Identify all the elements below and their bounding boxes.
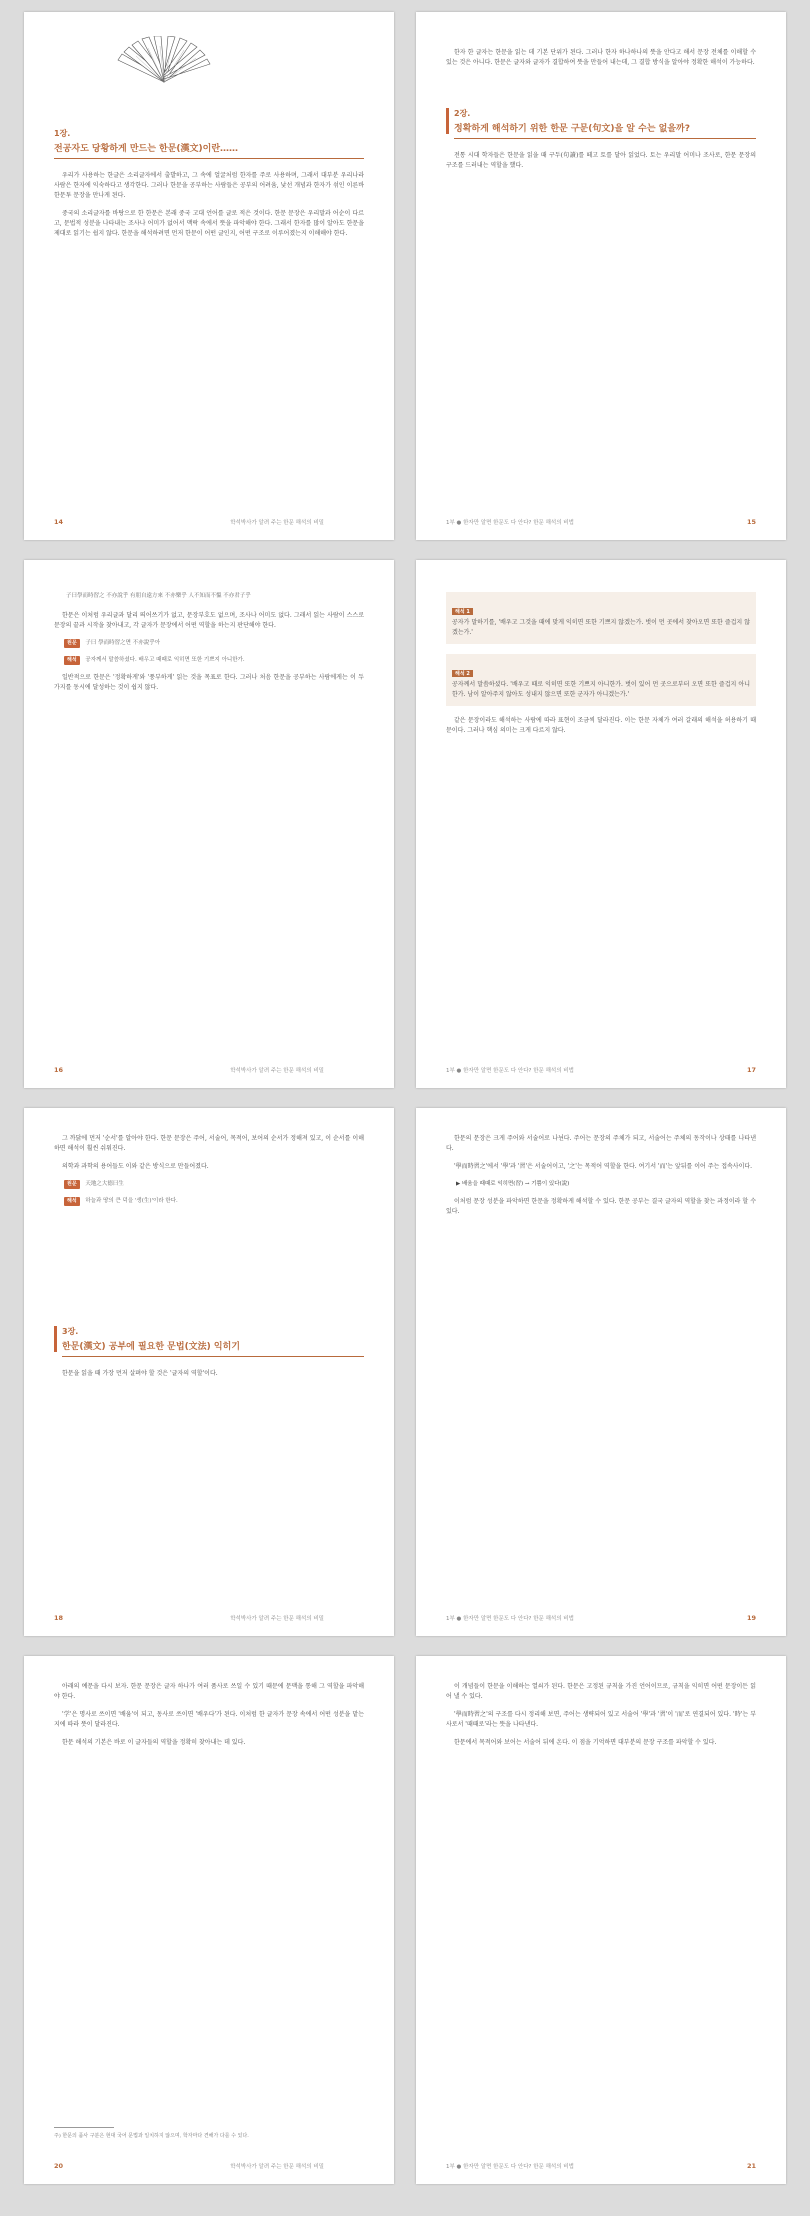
body-paragraph: 우리가 사용하는 한글은 소리글자에서 출발하고, 그 속에 얼굴처럼 한자를 주로 사용하며, 그래서 대부분 우리나라 사람은 한자에 익숙하다고 생각한다. 그러나 한문을 공부하는 사람들은 공부의 어려움, 낯선 개념과 한자가 섞인 이른바 한문투 문장을 만나게 된다.	[54, 172, 364, 199]
note-label: 원문	[64, 639, 80, 648]
box-heading: 해석 1	[452, 608, 473, 615]
interpretation-box-2	[446, 654, 756, 706]
section-title: 한문(漢文) 공부에 필요한 문법(文法) 익히기	[62, 1339, 364, 1357]
box-heading: 해석 2	[452, 670, 473, 677]
page-footer	[446, 1610, 756, 1622]
footnote-area	[54, 2111, 364, 2140]
page-17	[416, 560, 786, 1088]
note-text: 하늘과 땅의 큰 덕을 '생(生)'이라 한다.	[85, 1198, 178, 1204]
body-paragraph: 같은 문장이라도 해석하는 사람에 따라 표현이 조금씩 달라진다. 이는 한문 자체가 여러 갈래의 해석을 허용하기 때문이다. 그러나 핵심 의미는 크게 다르지 않다.	[446, 717, 756, 734]
section-number: 1장.	[54, 129, 71, 138]
running-header: 1부 ● 한자만 알면 한문도 다 안다? 한문 해석의 비법	[446, 1068, 574, 1074]
running-header: 학석박사가 알려 주는 한문 해석의 비밀	[230, 1068, 324, 1074]
page-footer	[54, 1062, 364, 1074]
body-paragraph: 한문에서 목적어와 보어는 서술어 뒤에 온다. 이 점을 기억하면 대부분의 문장 구조를 파악할 수 있다.	[454, 1739, 717, 1746]
page-16	[24, 560, 394, 1088]
body-paragraph: '學而時習之'의 구조를 다시 정리해 보면, 주어는 생략되어 있고 서술어 '學'과 '習'이 '而'로 연결되어 있다. '時'는 부사로서 '때때로'라는 뜻을 나타낸다.	[446, 1711, 756, 1728]
note-text: 공자께서 말씀하셨다. 배우고 때때로 익히면 또한 기쁘지 아니한가.	[85, 657, 245, 663]
page-21	[416, 1656, 786, 2184]
note-label: 원문	[64, 1180, 80, 1189]
interpretation-box-1	[446, 592, 756, 644]
page-number: 15	[746, 518, 756, 526]
page-number: 19	[746, 1614, 756, 1622]
body-paragraph: 한문은 이처럼 우리글과 달리 띄어쓰기가 없고, 문장부호도 없으며, 조사나 어미도 없다. 그래서 읽는 사람이 스스로 문장의 끝과 시작을 찾아내고, 각 글자가 문장에서 어떤 역할을 하는지 판단해야 한다.	[54, 612, 364, 629]
body-paragraph: '学'은 명사로 쓰이면 '배움'이 되고, 동사로 쓰이면 '배우다'가 된다. 이처럼 한 글자가 문장 속에서 어떤 성분을 맡는지에 따라 뜻이 달라진다.	[54, 1711, 364, 1728]
body-paragraph: 그 까닭에 먼저 '순서'를 알아야 한다. 한문 문장은 주어, 서술어, 목적어, 보어의 순서가 정해져 있고, 이 순서를 이해하면 해석이 훨씬 쉬워진다.	[54, 1135, 364, 1152]
note-label: 해석	[64, 656, 80, 665]
structure-arrow-line: ▶ 배움을 때때로 익히면(習) → 기쁨이 있다(說)	[456, 1181, 570, 1187]
page-footer	[446, 2158, 756, 2170]
page-footer	[54, 2158, 364, 2170]
body-paragraph: 한문의 문장은 크게 주어와 서술어로 나뉜다. 주어는 문장의 주체가 되고, 서술어는 주체의 동작이나 상태를 나타낸다.	[446, 1135, 756, 1152]
note-text: 子曰 學而時習之면 不亦說乎아	[85, 640, 161, 646]
note-text: 天地之大德曰生	[85, 1181, 124, 1187]
page-number: 20	[54, 2162, 64, 2170]
original-text-note	[64, 639, 364, 648]
body-paragraph: 의학과 과학의 용어들도 이와 같은 방식으로 만들어졌다.	[62, 1163, 209, 1170]
running-header: 1부 ● 한자만 알면 한문도 다 안다? 한문 해석의 비법	[446, 1616, 574, 1622]
page-footer	[446, 1062, 756, 1074]
running-header: 학석박사가 알려 주는 한문 해석의 비밀	[230, 520, 324, 526]
note-label: 해석	[64, 1197, 80, 1206]
running-header: 학석박사가 알려 주는 한문 해석의 비밀	[230, 2164, 324, 2170]
footnote: 주) 한문의 품사 구분은 현대 국어 문법과 일치하지 않으며, 학자마다 견해가 다를 수 있다.	[54, 2133, 249, 2139]
body-paragraph: '學而時習之'에서 '學'과 '習'은 서술어이고, '之'는 목적어 역할을 한다. 여기서 '而'는 앞뒤를 이어 주는 접속사이다.	[454, 1163, 753, 1170]
page-number: 18	[54, 1614, 64, 1622]
page-number: 16	[54, 1066, 64, 1074]
section-heading-3	[54, 1326, 364, 1357]
running-header: 1부 ● 한자만 알면 한문도 다 안다? 한문 해석의 비법	[446, 2164, 574, 2170]
body-paragraph: 중국의 소리글자를 바탕으로 한 한문은 본래 중국 고대 언어를 글로 적은 것이다. 한문 문장은 우리말과 어순이 다르고, 문법적 성분을 나타내는 조사나 어미가 없어서 맥락 속에서 뜻을 파악해야 한다. 그래서 한자를 많이 알아도 한문을 제대로 읽기는 쉽지 않다. 한문을 해석하려면 먼저 한문이 어떤 글인지, 어떤 구조로 이루어졌는지 이해해야 한다.	[54, 210, 364, 237]
running-header: 1부 ● 한자만 알면 한문도 다 안다? 한문 해석의 비법	[446, 520, 574, 526]
footnote-rule	[54, 2127, 114, 2128]
page-footer	[54, 514, 364, 526]
body-paragraph: 한문 해석의 기본은 바로 이 글자들의 역할을 정확히 찾아내는 데 있다.	[62, 1739, 246, 1746]
section-bar	[54, 1326, 57, 1352]
section-bar	[446, 108, 449, 134]
book-fan-illustration-icon	[112, 36, 216, 86]
original-text-note	[64, 1180, 364, 1189]
section-title: 정확하게 해석하기 위한 한문 구문(句文)을 알 수는 없을까?	[454, 121, 756, 139]
translation-note	[64, 1197, 364, 1206]
body-paragraph: 한자 한 글자는 한문을 읽는 데 기본 단위가 된다. 그러나 한자 하나하나의 뜻을 안다고 해서 문장 전체를 이해할 수 있는 것은 아니다. 한문은 글자와 글자가 결합하여 뜻을 만들어 내는데, 그 결합 방식을 알아야 정확한 해석이 가능하다.	[446, 49, 756, 66]
page-14	[24, 12, 394, 540]
page-footer	[446, 514, 756, 526]
classical-quote: 子曰學而時習之 不亦說乎 有朋自遠方來 不亦樂乎 人不知而不慍 不亦君子乎	[66, 593, 251, 599]
page-18	[24, 1108, 394, 1636]
section-number: 3장.	[62, 1327, 79, 1336]
page-footer	[54, 1610, 364, 1622]
body-paragraph: 이 개념들이 한문을 이해하는 열쇠가 된다. 한문은 고정된 규칙을 가진 언어이므로, 규칙을 익히면 어떤 문장이든 읽어 낼 수 있다.	[446, 1683, 756, 1700]
body-paragraph: 전통 시대 학자들은 한문을 읽을 때 구두(句讀)를 떼고 토를 달아 읽었다. 토는 우리말 어미나 조사로, 한문 문장의 구조를 드러내는 역할을 했다.	[446, 152, 756, 169]
section-heading-2	[446, 108, 756, 139]
page-number: 21	[746, 2162, 756, 2170]
page-number: 14	[54, 518, 64, 526]
body-paragraph: 이처럼 문장 성분을 파악하면 한문을 정확하게 해석할 수 있다. 한문 공부는 결국 글자의 역할을 찾는 과정이라 할 수 있다.	[446, 1198, 756, 1215]
box-text: 공자께서 말씀하셨다. '배우고 때로 익히면 또한 기쁘지 아니한가. 벗이 있어 먼 곳으로부터 오면 또한 즐겁지 아니한가. 남이 알아주지 않아도 성내지 않으면 또한 군자가 아니겠는가.'	[452, 681, 750, 698]
section-heading-1	[54, 128, 364, 159]
section-number: 2장.	[454, 109, 471, 118]
page-number: 17	[746, 1066, 756, 1074]
body-paragraph: 한문을 읽을 때 가장 먼저 살펴야 할 것은 '글자의 역할'이다.	[62, 1370, 218, 1377]
body-paragraph: 일반적으로 한문은 '정확하게'와 '풍부하게' 읽는 것을 목표로 한다. 그러나 처음 한문을 공부하는 사람에게는 이 두 가지를 동시에 달성하는 것이 쉽지 않다.	[54, 674, 364, 691]
running-header: 학석박사가 알려 주는 한문 해석의 비밀	[230, 1616, 324, 1622]
page-15	[416, 12, 786, 540]
translation-note	[64, 656, 364, 665]
body-paragraph: 아래의 예문을 다시 보자. 한문 문장은 글자 하나가 여러 품사로 쓰일 수 있기 때문에 문맥을 통해 그 역할을 파악해야 한다.	[54, 1683, 364, 1700]
page-20	[24, 1656, 394, 2184]
page-19	[416, 1108, 786, 1636]
section-title: 전공자도 당황하게 만드는 한문(漢文)이란……	[54, 141, 364, 159]
box-text: 공자가 말하기를, '배우고 그것을 때에 맞게 익히면 또한 기쁘지 않겠는가. 벗이 먼 곳에서 찾아오면 또한 즐겁지 않겠는가.'	[452, 619, 750, 636]
